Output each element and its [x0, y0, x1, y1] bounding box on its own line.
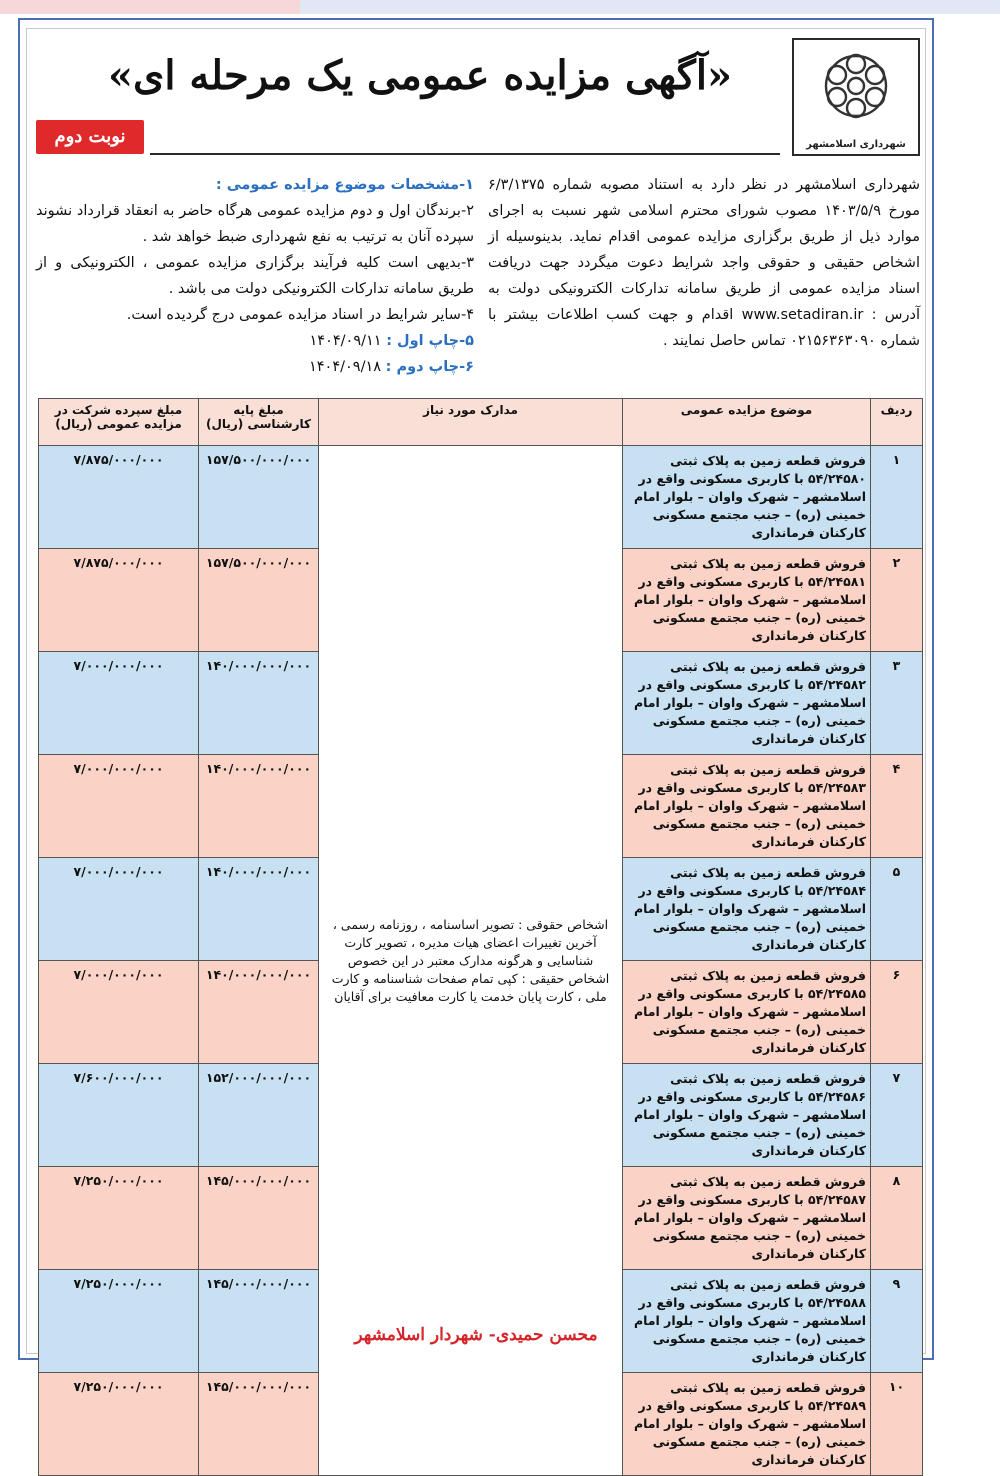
row-deposit: ۷/۰۰۰/۰۰۰/۰۰۰ [39, 858, 199, 961]
print-second-label: ۶-چاپ دوم : [385, 359, 474, 375]
row-index: ۳ [871, 652, 923, 755]
row-subject: فروش قطعه زمین به پلاک ثبتی ۵۴/۲۴۵۸۹ با کاربری مسکونی واقع در اسلامشهر – شهرک واوان – بلوار امام خمینی (ره) – جنب مجتمع مسکونی کارکنان فرمانداری [623, 1373, 871, 1476]
header-documents: مدارک مورد نیاز [319, 399, 623, 446]
row-subject: فروش قطعه زمین به پلاک ثبتی ۵۴/۲۴۵۸۳ با کاربری مسکونی واقع در اسلامشهر – شهرک واوان – بلوار امام خمینی (ره) – جنب مجتمع مسکونی کارکنان فرمانداری [623, 755, 871, 858]
row-base-price: ۱۵۷/۵۰۰/۰۰۰/۰۰۰ [199, 549, 319, 652]
ad-title: «آگهی مزایده عمومی یک مرحله ای» [108, 52, 732, 99]
row-index: ۵ [871, 858, 923, 961]
table-body [39, 446, 923, 1476]
specs-item-3: ۳-بدیهی است کلیه فرآیند برگزاری مزایده عمومی ، الکترونیکی و از طریق سامانه تدارکات الکترونیکی دولت می باشد . [36, 255, 474, 297]
intro-paragraph: شهرداری اسلامشهر در نظر دارد به استناد مصوبه شماره ۶/۳/۱۳۷۵ مورخ ۱۴۰۳/۵/۹ مصوب شورای محترم اسلامی شهر نسبت به اجرای موارد ذیل از طریق برگزاری مزایده عمومی اقدام نماید. بدینوسیله از اشخاص حقیقی و حقوقی واجد شرایط دعوت میگردد جهت دریافت اسناد مزایده عمومی از طریق سامانه تدارکات الکترونیکی دولت به آدرس : www.setadiran.ir اقدام و جهت کسب اطلاعات بیشتر با شماره ۰۲۱۵۶۳۶۳۰۹۰ تماس حاصل نمایند . [488, 177, 921, 349]
row-deposit: ۷/۰۰۰/۰۰۰/۰۰۰ [39, 961, 199, 1064]
header-subject: موضوع مزایده عمومی [623, 399, 871, 446]
row-subject: فروش قطعه زمین به پلاک ثبتی ۵۴/۲۴۵۸۱ با کاربری مسکونی واقع در اسلامشهر – شهرک واوان – بلوار امام خمینی (ره) – جنب مجتمع مسکونی کارکنان فرمانداری [623, 549, 871, 652]
header-index: ردیف [871, 399, 923, 446]
row-deposit: ۷/۰۰۰/۰۰۰/۰۰۰ [39, 652, 199, 755]
row-base-price: ۱۴۰/۰۰۰/۰۰۰/۰۰۰ [199, 755, 319, 858]
row-index: ۱۰ [871, 1373, 923, 1476]
row-base-price: ۱۴۰/۰۰۰/۰۰۰/۰۰۰ [199, 652, 319, 755]
row-index: ۲ [871, 549, 923, 652]
row-subject: فروش قطعه زمین به پلاک ثبتی ۵۴/۲۴۵۸۰ با کاربری مسکونی واقع در اسلامشهر – شهرک واوان – بلوار امام خمینی (ره) – جنب مجتمع مسکونی کارکنان فرمانداری [623, 446, 871, 549]
title-underline [150, 153, 780, 155]
row-index: ۸ [871, 1167, 923, 1270]
row-deposit: ۷/۰۰۰/۰۰۰/۰۰۰ [39, 755, 199, 858]
row-base-price: ۱۴۰/۰۰۰/۰۰۰/۰۰۰ [199, 858, 319, 961]
mayor-signature: محسن حمیدی- شهردار اسلامشهر [354, 1325, 598, 1345]
table-row [39, 446, 923, 549]
row-index: ۶ [871, 961, 923, 1064]
row-subject: فروش قطعه زمین به پلاک ثبتی ۵۴/۲۴۵۸۴ با کاربری مسکونی واقع در اسلامشهر – شهرک واوان – بلوار امام خمینی (ره) – جنب مجتمع مسکونی کارکنان فرمانداری [623, 858, 871, 961]
municipality-logo [792, 38, 920, 156]
top-strip [0, 0, 1000, 14]
top-strip-accent [0, 0, 300, 14]
row-base-price: ۱۴۰/۰۰۰/۰۰۰/۰۰۰ [199, 961, 319, 1064]
row-deposit: ۷/۸۷۵/۰۰۰/۰۰۰ [39, 446, 199, 549]
row-subject: فروش قطعه زمین به پلاک ثبتی ۵۴/۲۴۵۸۲ با کاربری مسکونی واقع در اسلامشهر – شهرک واوان – بلوار امام خمینی (ره) – جنب مجتمع مسکونی کارکنان فرمانداری [623, 652, 871, 755]
specs-item-2: ۲-برندگان اول و دوم مزایده عمومی هرگاه حاضر به انعقاد قرارداد نشوند سپرده آنان به ترتیب به نفع شهرداری ضبط خواهد شد . [36, 203, 474, 245]
table-header-row [39, 399, 923, 446]
rosette-logo-icon [818, 46, 894, 126]
specs-heading: ۱-مشخصات موضوع مزایده عمومی : [215, 177, 474, 193]
row-index: ۴ [871, 755, 923, 858]
row-base-price: ۱۴۵/۰۰۰/۰۰۰/۰۰۰ [199, 1270, 319, 1373]
row-subject: فروش قطعه زمین به پلاک ثبتی ۵۴/۲۴۵۸۶ با کاربری مسکونی واقع در اسلامشهر – شهرک واوان – بلوار امام خمینی (ره) – جنب مجتمع مسکونی کارکنان فرمانداری [623, 1064, 871, 1167]
header-deposit: مبلغ سپرده شرکت در مزایده عمومی (ریال) [39, 399, 199, 446]
row-base-price: ۱۴۵/۰۰۰/۰۰۰/۰۰۰ [199, 1167, 319, 1270]
print-second [36, 354, 474, 380]
print-first-label: ۵-چاپ اول : [386, 333, 474, 349]
row-base-price: ۱۵۷/۵۰۰/۰۰۰/۰۰۰ [199, 446, 319, 549]
row-index: ۹ [871, 1270, 923, 1373]
specs-item-4: ۴-سایر شرایط در اسناد مزایده عمومی درج گردیده است. [126, 307, 474, 323]
edition-badge: نوبت دوم [36, 120, 144, 154]
specs-block [36, 172, 474, 380]
row-index: ۱ [871, 446, 923, 549]
row-deposit: ۷/۲۵۰/۰۰۰/۰۰۰ [39, 1270, 199, 1373]
row-subject: فروش قطعه زمین به پلاک ثبتی ۵۴/۲۴۵۸۵ با کاربری مسکونی واقع در اسلامشهر – شهرک واوان – بلوار امام خمینی (ره) – جنب مجتمع مسکونی کارکنان فرمانداری [623, 961, 871, 1064]
row-subject: فروش قطعه زمین به پلاک ثبتی ۵۴/۲۴۵۸۸ با کاربری مسکونی واقع در اسلامشهر – شهرک واوان – بلوار امام خمینی (ره) – جنب مجتمع مسکونی کارکنان فرمانداری [623, 1270, 871, 1373]
logo-caption: شهرداری اسلامشهر [806, 139, 906, 150]
print-first-date: ۱۴۰۴/۰۹/۱۱ [309, 333, 382, 349]
print-second-date: ۱۴۰۴/۰۹/۱۸ [308, 359, 382, 375]
header-base-price: مبلغ پایه کارشناسی (ریال) [199, 399, 319, 446]
print-first [36, 328, 474, 354]
row-base-price: ۱۴۵/۰۰۰/۰۰۰/۰۰۰ [199, 1373, 319, 1476]
auction-table [38, 398, 923, 1476]
row-deposit: ۷/۲۵۰/۰۰۰/۰۰۰ [39, 1167, 199, 1270]
documents-cell: اشخاص حقوقی : تصویر اساسنامه ، روزنامه رسمی ، آخرین تغییرات اعضای هیات مدیره ، تصویر کارت شناسایی و هرگونه مدارک معتبر در این خصوص اشخاص حقیقی : کپی تمام صفحات شناسنامه و کارت ملی ، کارت پایان خدمت یا کارت معافیت برای آقایان [319, 446, 623, 1476]
row-index: ۷ [871, 1064, 923, 1167]
row-subject: فروش قطعه زمین به پلاک ثبتی ۵۴/۲۴۵۸۷ با کاربری مسکونی واقع در اسلامشهر – شهرک واوان – بلوار امام خمینی (ره) – جنب مجتمع مسکونی کارکنان فرمانداری [623, 1167, 871, 1270]
row-base-price: ۱۵۲/۰۰۰/۰۰۰/۰۰۰ [199, 1064, 319, 1167]
row-deposit: ۷/۲۵۰/۰۰۰/۰۰۰ [39, 1373, 199, 1476]
row-deposit: ۷/۶۰۰/۰۰۰/۰۰۰ [39, 1064, 199, 1167]
row-deposit: ۷/۸۷۵/۰۰۰/۰۰۰ [39, 549, 199, 652]
